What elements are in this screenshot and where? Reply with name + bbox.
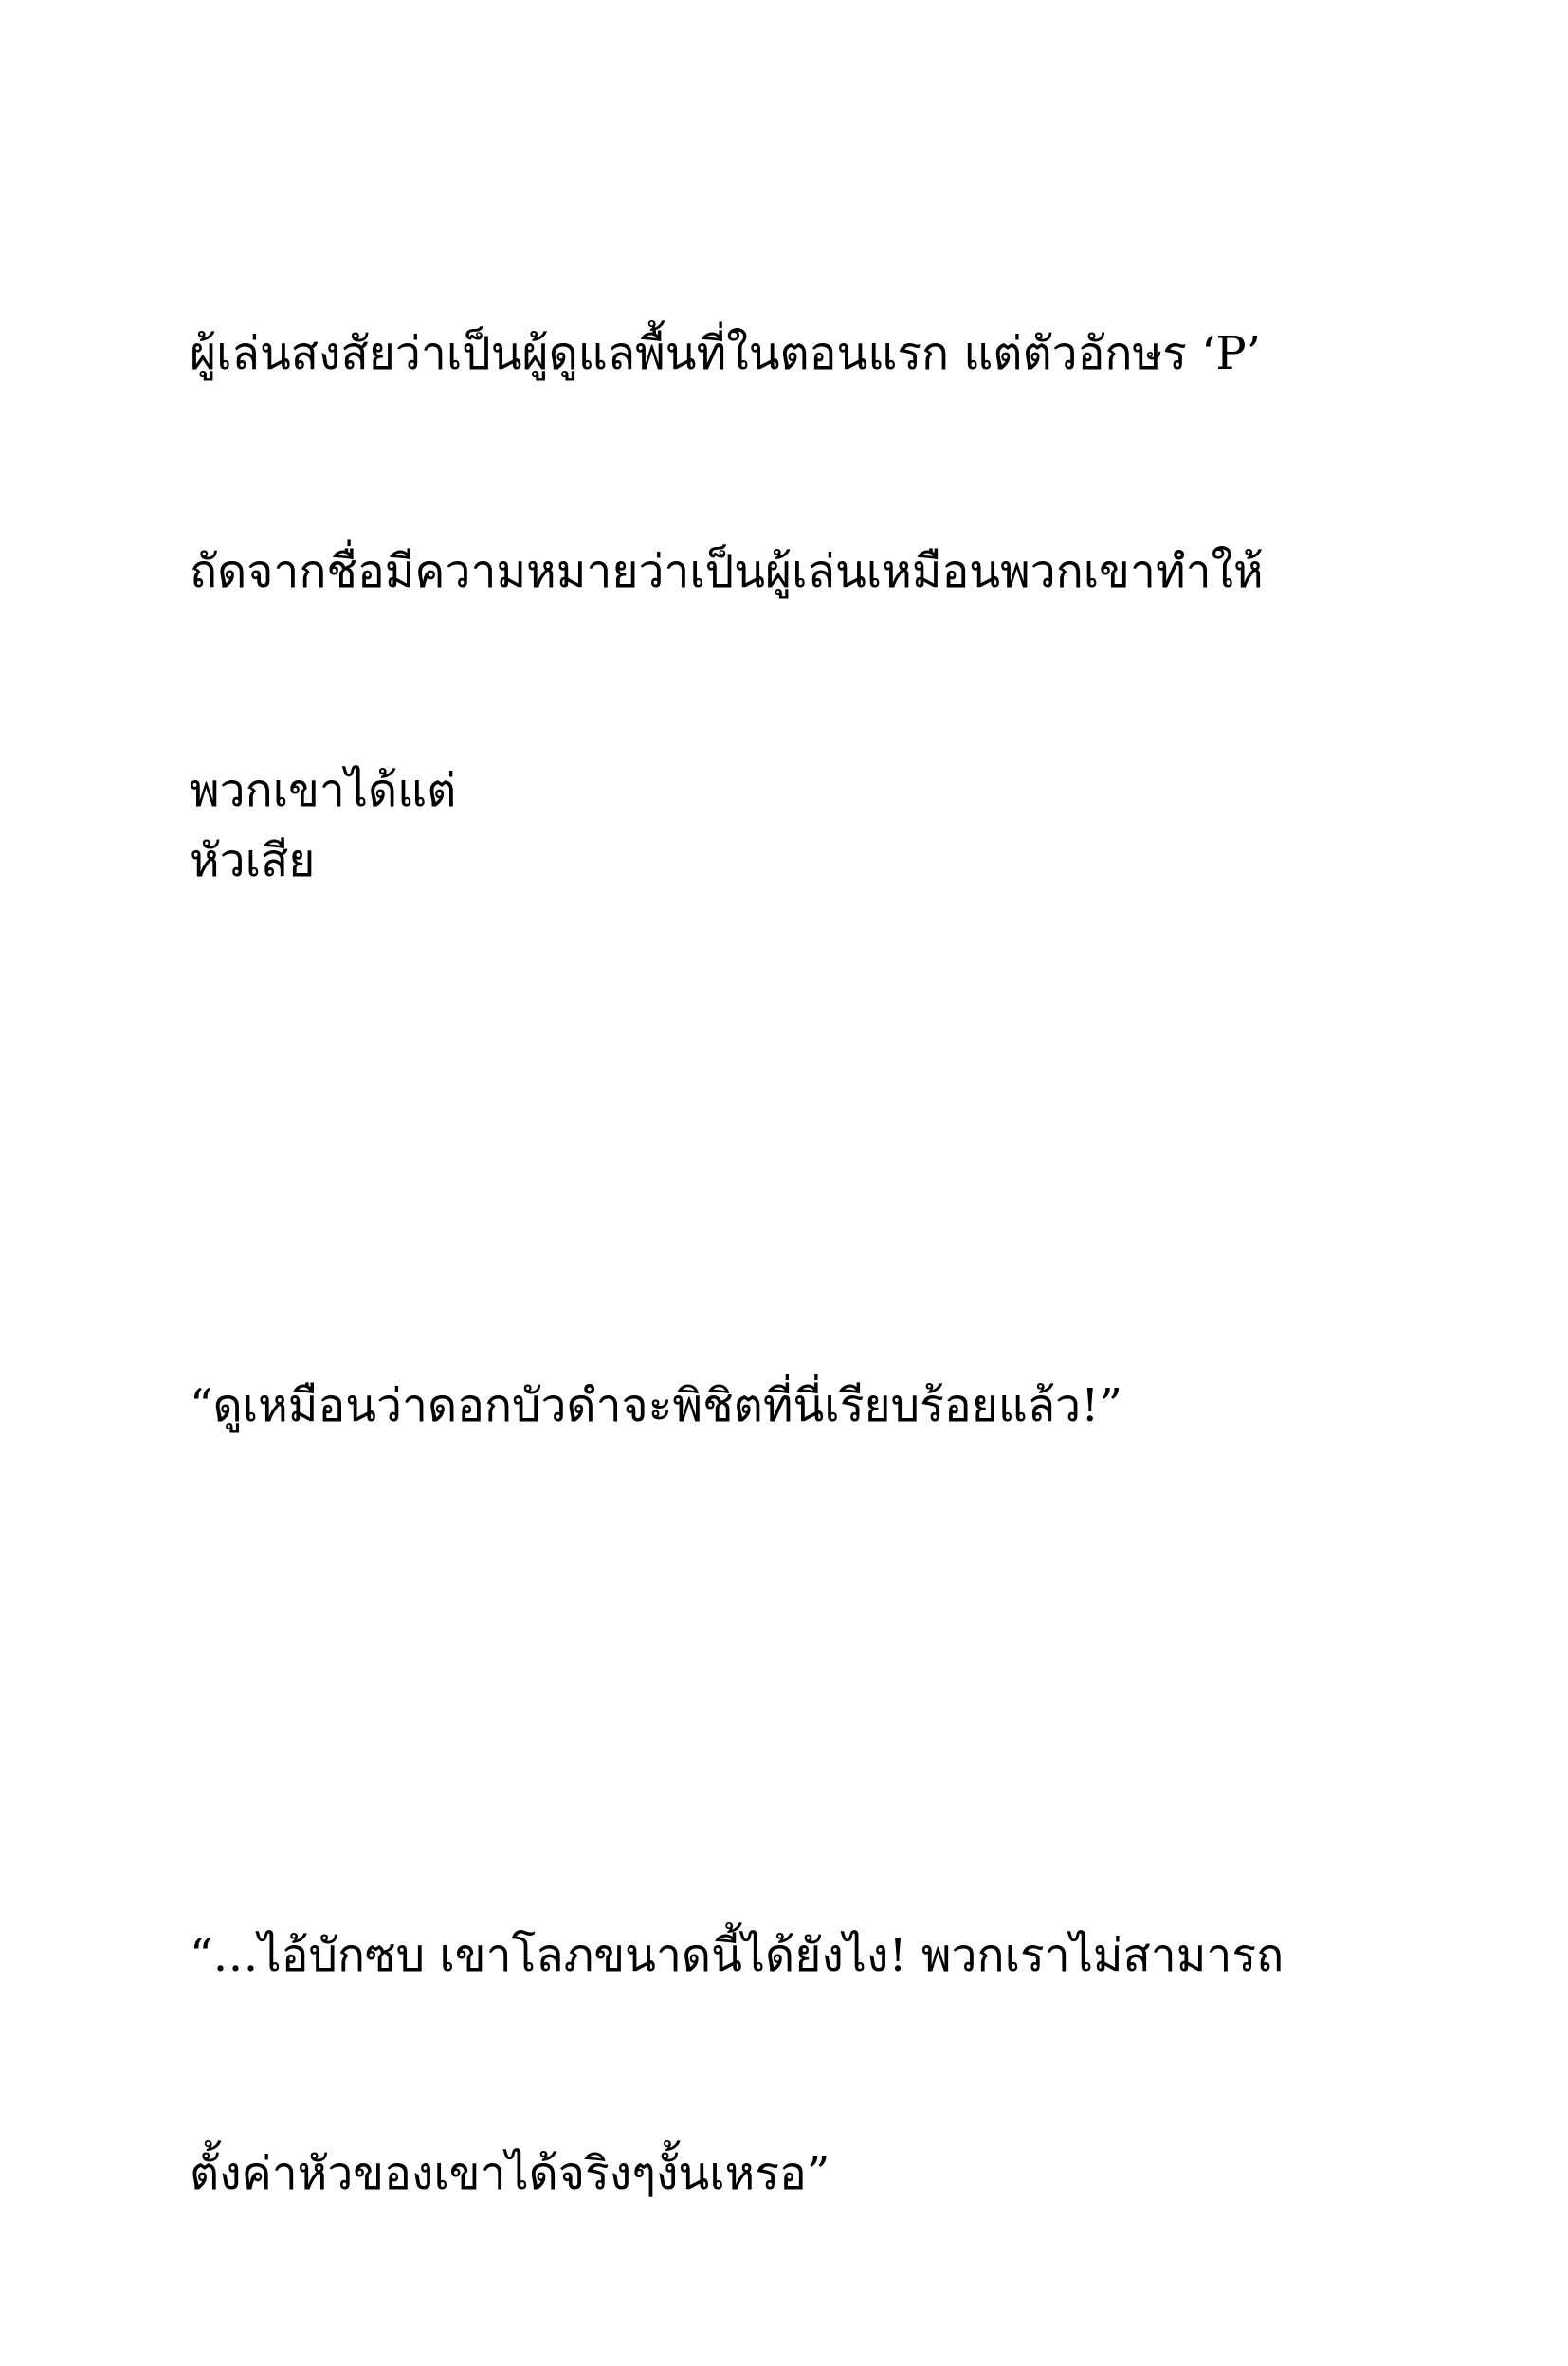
paragraph-4: [190, 1820, 1384, 2366]
paragraph-4-line-2: ตั้งค่าหัวของเขาได้จริงๆงั้นเหรอ”: [190, 2147, 830, 2201]
paragraph-2: [190, 725, 1384, 998]
paragraph-1-line-3: พวกเขาได้แต่: [190, 763, 457, 817]
paragraph-1-line-1: ผู้เล่นสงสัยว่าเป็นผู้ดูแลพื้นที่ในตอนแรก แต่ตัวอักษร ‘P’: [190, 327, 1261, 381]
paragraph-3-line-1: “ดูเหมือนว่าดอกบัวดำจะพิชิตที่นี่เรียบร้อยแล้ว!”: [190, 1379, 1122, 1433]
paragraph-3: [190, 1270, 1384, 1543]
paragraph-1-line-2: ถัดจากชื่อมีความหมายว่าเป็นผู้เล่นเหมือนพวกเขาทำให้: [190, 545, 1264, 599]
paragraph-4-line-1: “…ไอ้บักซบ เขาโลภขนาดนี้ได้ยังไง! พวกเราไม่สามารถ: [190, 1929, 1285, 1983]
paragraph-2-line-1: หัวเสีย: [190, 834, 316, 888]
